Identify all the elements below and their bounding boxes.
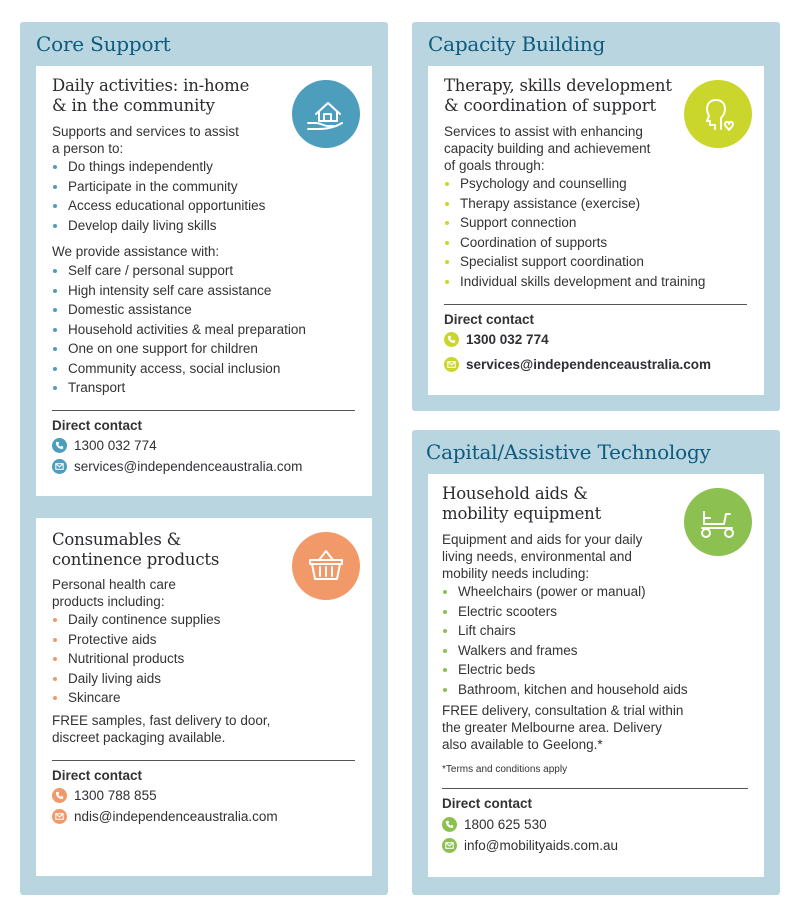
phone-contact[interactable] xyxy=(52,438,157,453)
phone-contact[interactable] xyxy=(444,332,549,347)
mobility-card xyxy=(428,474,764,877)
consumables-title: Consumables & continence products xyxy=(52,530,220,569)
divider xyxy=(444,304,747,305)
mobility-scooter-icon xyxy=(684,488,752,556)
mobility-intro: Equipment and aids for your daily living needs, environmental and mobility needs including: xyxy=(442,532,643,581)
capacity-building-heading: Capacity Building xyxy=(428,32,606,56)
email-contact[interactable] xyxy=(444,357,711,372)
list-item: Access educational opportunities xyxy=(52,196,265,216)
assistance-list xyxy=(52,261,306,398)
phone-icon xyxy=(444,332,459,347)
basket-icon xyxy=(292,532,360,600)
consumables-card xyxy=(36,518,372,876)
list-item: One on one support for children xyxy=(52,339,306,359)
consumables-note: FREE samples, fast delivery to door, discreet packaging available. xyxy=(52,713,271,745)
capital-assistive-panel xyxy=(412,430,780,895)
email-icon xyxy=(52,459,67,474)
daily-activities-title: Daily activities: in-home & in the community xyxy=(52,76,250,115)
email-icon xyxy=(52,809,67,824)
divider xyxy=(52,760,355,761)
phone-contact[interactable] xyxy=(52,788,157,803)
list-item: Electric scooters xyxy=(442,602,688,622)
assistance-intro: We provide assistance with: xyxy=(52,244,220,259)
capacity-building-panel xyxy=(412,22,780,411)
email-address: ndis@independenceaustralia.com xyxy=(74,809,278,824)
list-item: Nutritional products xyxy=(52,649,220,669)
phone-number: 1300 032 774 xyxy=(74,438,157,453)
email-address: info@mobilityaids.com.au xyxy=(464,838,619,853)
divider xyxy=(52,410,355,411)
daily-activities-card xyxy=(36,66,372,496)
core-support-panel xyxy=(20,22,388,895)
list-item: Bathroom, kitchen and household aids xyxy=(442,680,688,700)
email-icon xyxy=(442,838,457,853)
phone-number: 1800 625 530 xyxy=(464,817,547,832)
mobility-list xyxy=(442,582,688,699)
list-item: Develop daily living skills xyxy=(52,216,265,236)
capital-assistive-heading: Capital/Assistive Technology xyxy=(426,440,711,464)
list-item: Therapy assistance (exercise) xyxy=(444,194,705,214)
email-icon xyxy=(444,357,459,372)
list-item: Transport xyxy=(52,378,306,398)
list-item: Daily continence supplies xyxy=(52,610,220,630)
email-address: services@independenceaustralia.com xyxy=(74,459,303,474)
list-item: Specialist support coordination xyxy=(444,252,705,272)
direct-contact-label: Direct contact xyxy=(52,768,143,783)
consumables-list xyxy=(52,610,220,708)
phone-icon xyxy=(52,788,67,803)
list-item: Individual skills development and training xyxy=(444,272,705,292)
list-item: Walkers and frames xyxy=(442,641,688,661)
daily-activities-list xyxy=(52,157,265,235)
email-contact[interactable] xyxy=(52,459,302,474)
list-item: Skincare xyxy=(52,688,220,708)
consumables-intro: Personal health care products including: xyxy=(52,577,176,609)
list-item: Participate in the community xyxy=(52,177,265,197)
list-item: Protective aids xyxy=(52,630,220,650)
phone-contact[interactable] xyxy=(442,817,547,832)
list-item: High intensity self care assistance xyxy=(52,281,306,301)
direct-contact-label: Direct contact xyxy=(442,796,533,811)
phone-icon xyxy=(52,438,67,453)
phone-number: 1300 788 855 xyxy=(74,788,157,803)
direct-contact-label: Direct contact xyxy=(52,418,143,433)
list-item: Electric beds xyxy=(442,660,688,680)
mobility-note: FREE delivery, consultation & trial within the greater Melbourne area. Delivery also available to Geelong.* xyxy=(442,703,684,752)
list-item: Coordination of supports xyxy=(444,233,705,253)
email-contact[interactable] xyxy=(442,838,618,853)
direct-contact-label: Direct contact xyxy=(444,312,535,327)
list-item: Do things independently xyxy=(52,157,265,177)
list-item: Lift chairs xyxy=(442,621,688,641)
phone-number: 1300 032 774 xyxy=(466,332,549,347)
daily-activities-intro: Supports and services to assist a person to: xyxy=(52,124,239,156)
email-contact[interactable] xyxy=(52,809,278,824)
list-item: Support connection xyxy=(444,213,705,233)
list-item: Domestic assistance xyxy=(52,300,306,320)
therapy-title: Therapy, skills development & coordination of support xyxy=(444,76,672,115)
house-in-hand-icon xyxy=(292,80,360,148)
mobility-title: Household aids & mobility equipment xyxy=(442,484,602,523)
person-heart-icon xyxy=(684,80,752,148)
list-item: Household activities & meal preparation xyxy=(52,320,306,340)
list-item: Daily living aids xyxy=(52,669,220,689)
core-support-heading: Core Support xyxy=(36,32,171,56)
divider xyxy=(442,788,748,789)
therapy-card xyxy=(428,66,764,395)
therapy-list xyxy=(444,174,705,291)
terms-note: *Terms and conditions apply xyxy=(442,764,568,775)
email-address: services@independenceaustralia.com xyxy=(466,357,712,372)
list-item: Community access, social inclusion xyxy=(52,359,306,379)
list-item: Wheelchairs (power or manual) xyxy=(442,582,688,602)
phone-icon xyxy=(442,817,457,832)
list-item: Self care / personal support xyxy=(52,261,306,281)
list-item: Psychology and counselling xyxy=(444,174,705,194)
therapy-intro: Services to assist with enhancing capacity building and achievement of goals through: xyxy=(444,124,651,173)
